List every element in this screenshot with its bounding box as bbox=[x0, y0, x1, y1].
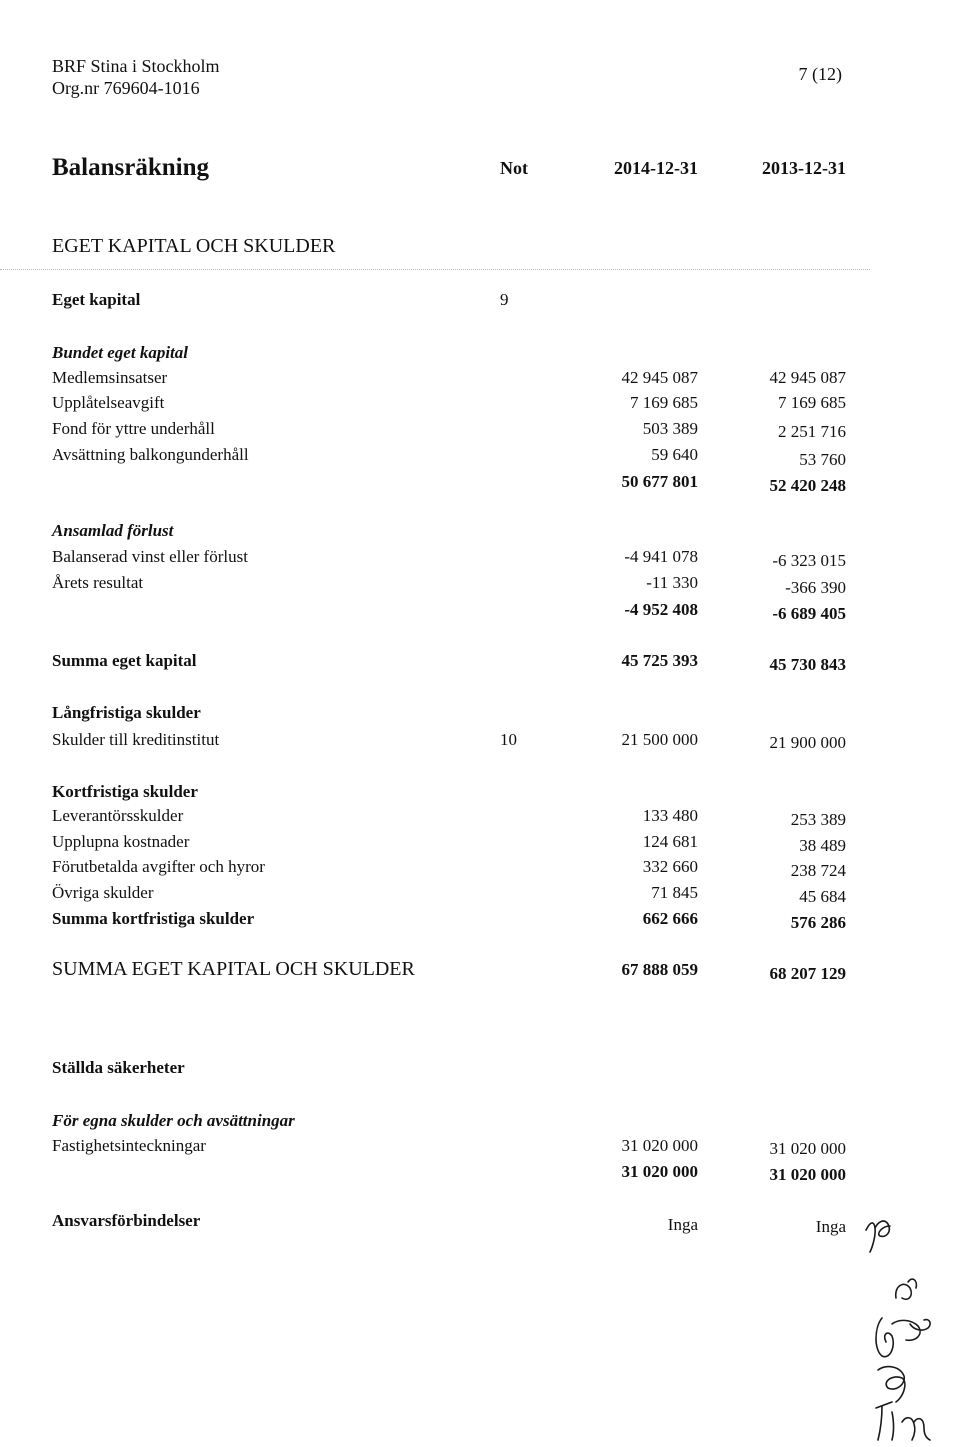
row-value-2014: -4 941 078 bbox=[624, 547, 698, 566]
row-label: Övriga skulder bbox=[52, 883, 154, 902]
row-label: Fond för yttre underhåll bbox=[52, 419, 215, 438]
table-row bbox=[0, 393, 960, 417]
row-label: Förutbetalda avgifter och hyror bbox=[52, 857, 265, 876]
subtotal-2014: -4 952 408 bbox=[624, 600, 698, 619]
table-row bbox=[0, 547, 960, 571]
row-note: 10 bbox=[500, 730, 517, 749]
pledged-total-2013: 31 020 000 bbox=[769, 1165, 846, 1184]
equity-total-2014: 45 725 393 bbox=[621, 651, 698, 670]
equity-heading-row bbox=[0, 290, 960, 314]
table-row bbox=[0, 883, 960, 907]
short-term-total-label: Summa kortfristiga skulder bbox=[52, 909, 255, 928]
row-label: Skulder till kreditinstitut bbox=[52, 730, 220, 749]
contingent-2013: Inga bbox=[815, 1217, 846, 1236]
equity-total-2013: 45 730 843 bbox=[769, 655, 846, 674]
table-row bbox=[0, 832, 960, 856]
page-title: Balansräkning bbox=[52, 154, 210, 181]
short-term-total-row bbox=[0, 909, 960, 933]
pledged-heading-row bbox=[0, 1058, 960, 1082]
pledged-total-row bbox=[0, 1162, 960, 1186]
row-value-2014: 42 945 087 bbox=[621, 368, 698, 387]
grand-total-row bbox=[0, 958, 960, 982]
equity-total-label: Summa eget kapital bbox=[52, 651, 197, 670]
row-value-2014: 332 660 bbox=[642, 857, 698, 876]
table-row bbox=[0, 730, 960, 754]
row-label: Fastighetsinteckningar bbox=[52, 1136, 206, 1155]
subtotal-row bbox=[0, 472, 960, 496]
row-label: Medlemsinsatser bbox=[52, 368, 168, 387]
page-number: 7 (12) bbox=[798, 64, 842, 84]
row-label: Balanserad vinst eller förlust bbox=[52, 547, 248, 566]
row-value-2013: 253 389 bbox=[790, 810, 846, 829]
row-label: Årets resultat bbox=[52, 573, 144, 592]
grand-total-2013: 68 207 129 bbox=[769, 964, 846, 983]
long-term-heading: Långfristiga skulder bbox=[52, 703, 201, 722]
subtotal-row bbox=[0, 600, 960, 624]
org-name: BRF Stina i Stockholm bbox=[52, 56, 220, 76]
section-title: EGET KAPITAL OCH SKULDER bbox=[52, 235, 336, 257]
row-value-2013: -366 390 bbox=[785, 578, 846, 597]
row-value-2013: -6 323 015 bbox=[772, 551, 846, 570]
column-header-2013: 2013-12-31 bbox=[762, 158, 846, 178]
subtotal-2013: -6 689 405 bbox=[772, 604, 846, 623]
equity-total-row bbox=[0, 651, 960, 675]
grand-total-label: SUMMA EGET KAPITAL OCH SKULDER bbox=[52, 958, 415, 980]
contingent-row bbox=[0, 1211, 960, 1235]
row-value-2014: 71 845 bbox=[651, 883, 698, 902]
table-row bbox=[0, 445, 960, 469]
table-row bbox=[0, 368, 960, 392]
row-value-2014: 59 640 bbox=[651, 445, 698, 464]
short-term-total-2013: 576 286 bbox=[790, 913, 846, 932]
pledged-subheading-row bbox=[0, 1111, 960, 1135]
handwritten-signature bbox=[852, 1272, 942, 1442]
restricted-heading: Bundet eget kapital bbox=[52, 343, 188, 362]
row-value-2014: 133 480 bbox=[642, 806, 698, 825]
row-value-2013: 53 760 bbox=[799, 450, 846, 469]
row-value-2013: 21 900 000 bbox=[769, 733, 846, 752]
row-value-2014: -11 330 bbox=[646, 573, 698, 592]
subtotal-2013: 52 420 248 bbox=[769, 476, 846, 495]
row-value-2014: 7 169 685 bbox=[630, 393, 698, 412]
column-header-2014: 2014-12-31 bbox=[614, 158, 698, 178]
row-label: Upplåtelseavgift bbox=[52, 393, 165, 412]
short-term-heading: Kortfristiga skulder bbox=[52, 782, 198, 801]
long-term-heading-row bbox=[0, 703, 960, 727]
short-term-total-2014: 662 666 bbox=[642, 909, 698, 928]
subtotal-2014: 50 677 801 bbox=[621, 472, 698, 491]
row-value-2013: 38 489 bbox=[799, 836, 846, 855]
row-value-2014: 21 500 000 bbox=[621, 730, 698, 749]
row-value-2014: 31 020 000 bbox=[621, 1136, 698, 1155]
row-label: Avsättning balkongunderhåll bbox=[52, 445, 249, 464]
equity-note: 9 bbox=[500, 290, 509, 309]
equity-heading: Eget kapital bbox=[52, 290, 141, 309]
pledged-subheading: För egna skulder och avsättningar bbox=[52, 1111, 295, 1130]
row-label: Upplupna kostnader bbox=[52, 832, 190, 851]
row-label: Leverantörsskulder bbox=[52, 806, 184, 825]
grand-total-2014: 67 888 059 bbox=[621, 960, 698, 979]
contingent-2014: Inga bbox=[667, 1215, 698, 1234]
table-row bbox=[0, 806, 960, 830]
pledged-total-2014: 31 020 000 bbox=[621, 1162, 698, 1181]
row-value-2013: 238 724 bbox=[790, 861, 846, 880]
table-row bbox=[0, 1136, 960, 1160]
restricted-heading-row bbox=[0, 343, 960, 367]
row-value-2013: 31 020 000 bbox=[769, 1139, 846, 1158]
row-value-2014: 503 389 bbox=[642, 419, 698, 438]
accumulated-loss-heading-row bbox=[0, 521, 960, 545]
org-number: Org.nr 769604-1016 bbox=[52, 78, 200, 98]
row-value-2013: 2 251 716 bbox=[778, 422, 846, 441]
pledged-heading: Ställda säkerheter bbox=[52, 1058, 185, 1077]
column-header-note: Not bbox=[500, 158, 528, 178]
table-row bbox=[0, 419, 960, 443]
table-row bbox=[0, 857, 960, 881]
row-value-2014: 124 681 bbox=[642, 832, 698, 851]
short-term-heading-row bbox=[0, 782, 960, 806]
row-value-2013: 45 684 bbox=[799, 887, 846, 906]
contingent-label: Ansvarsförbindelser bbox=[52, 1211, 201, 1230]
row-value-2013: 42 945 087 bbox=[769, 368, 846, 387]
accumulated-loss-heading: Ansamlad förlust bbox=[52, 521, 174, 540]
section-divider bbox=[0, 269, 870, 270]
table-row bbox=[0, 573, 960, 597]
row-value-2013: 7 169 685 bbox=[778, 393, 846, 412]
handwritten-initials bbox=[858, 1208, 918, 1258]
